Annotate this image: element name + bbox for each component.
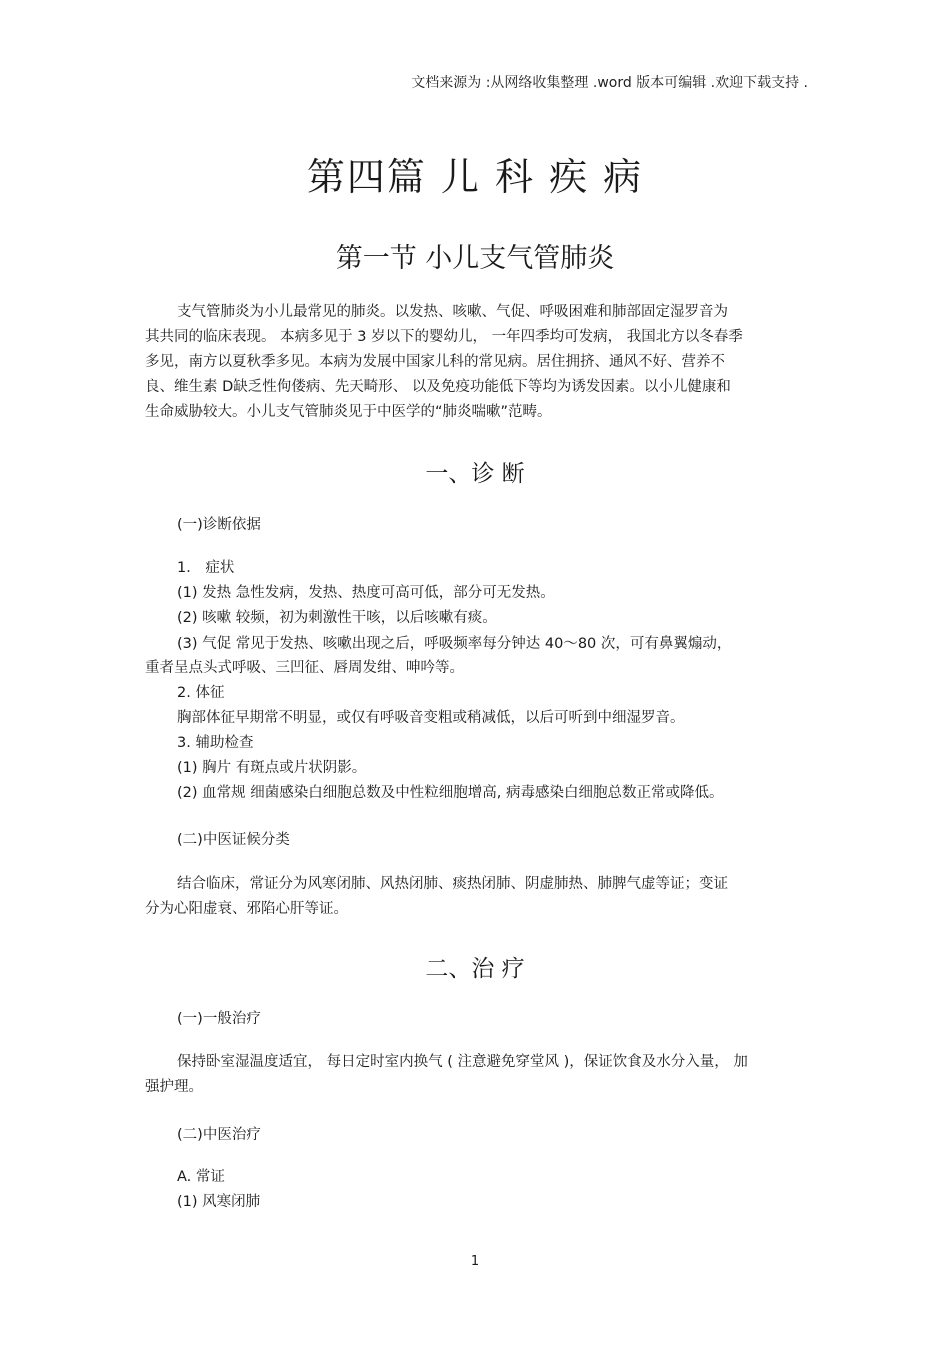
general-treatment-subheading: (一)一般治疗 — [177, 1011, 261, 1027]
aux-blood-test: (2) 血常规 细菌感染白细胞总数及中性粒细胞增高, 病毒感染白细胞总数正常或降低。 — [177, 785, 724, 801]
signs-text: 胸部体征早期常不明显，或仅有呼吸音变粗或稍减低，以后可听到中细湿罗音。 — [177, 710, 685, 726]
aux-exam-label: 3. 辅助检查 — [177, 735, 254, 751]
symptom-shortness-of-breath: (3) 气促 常见于发热、咳嗽出现之后，呼吸频率每分钟达 40～80 次，可有鼻翼煽动， — [177, 636, 732, 652]
chapter-title: 第四篇 儿 科 疾 病 — [306, 155, 644, 199]
wind-cold-item: (1) 风寒闭肺 — [177, 1194, 261, 1210]
intro-line-3: 多见，南方以夏秋季多见。本病为发展中国家儿科的常见病。居住拥挤、通风不好、营养不 — [145, 354, 725, 370]
symptom-shortness-of-breath-cont: 重者呈点头式呼吸、三凹征、唇周发绀、呻吟等。 — [145, 660, 464, 676]
page-number: 1 — [470, 1254, 480, 1269]
general-treatment-line-1: 保持卧室湿温度适宜， 每日定时室内换气 ( 注意避免穿堂风 )，保证饮食及水分入量， 加 — [177, 1054, 748, 1070]
tcm-classification-line-2: 分为心阳虚衰、邪陷心肝等证。 — [145, 901, 348, 917]
diagnosis-basis-subheading: (一)诊断依据 — [177, 517, 261, 533]
intro-line-5: 生命威胁较大。小儿支气管肺炎见于中医学的“肺炎喘嗽”范畴。 — [145, 404, 552, 420]
tcm-classification-line-1: 结合临床，常证分为风寒闭肺、风热闭肺、痰热闭肺、阴虚肺热、肺脾气虚等证；变证 — [177, 876, 728, 892]
diagnosis-heading: 一、诊 断 — [425, 461, 525, 487]
intro-line-1: 支气管肺炎为小儿最常见的肺炎。以发热、咳嗽、气促、呼吸困难和肺部固定湿罗音为 — [177, 304, 728, 320]
tcm-classification-subheading: (二)中医证候分类 — [177, 832, 290, 848]
symptom-cough: (2) 咳嗽 较频，初为刺激性干咳，以后咳嗽有痰。 — [177, 610, 497, 626]
signs-label: 2. 体征 — [177, 685, 225, 701]
intro-line-4: 良、维生素 D缺乏性佝偻病、先天畸形、 以及免疫功能低下等均为诱发因素。以小儿健康和 — [145, 379, 731, 395]
page-header: 文档来源为 :从网络收集整理 .word 版本可编辑 .欢迎下载支持 . — [411, 75, 808, 91]
symptoms-label: 1． 症状 — [177, 560, 235, 576]
aux-chest-xray: (1) 胸片 有斑点或片状阴影。 — [177, 760, 367, 776]
intro-line-2: 其共同的临床表现。 本病多见于 3 岁以下的婴幼儿， 一年四季均可发病， 我国北方以冬春季 — [145, 329, 743, 345]
treatment-heading: 二、治 疗 — [425, 956, 525, 982]
section-title: 第一节 小儿支气管肺炎 — [335, 243, 615, 274]
tcm-treatment-subheading: (二)中医治疗 — [177, 1127, 261, 1143]
symptom-fever: (1) 发热 急性发病，发热、热度可高可低，部分可无发热。 — [177, 585, 555, 601]
general-treatment-line-2: 强护理。 — [145, 1079, 203, 1095]
regular-syndrome-label: A. 常证 — [177, 1169, 225, 1185]
